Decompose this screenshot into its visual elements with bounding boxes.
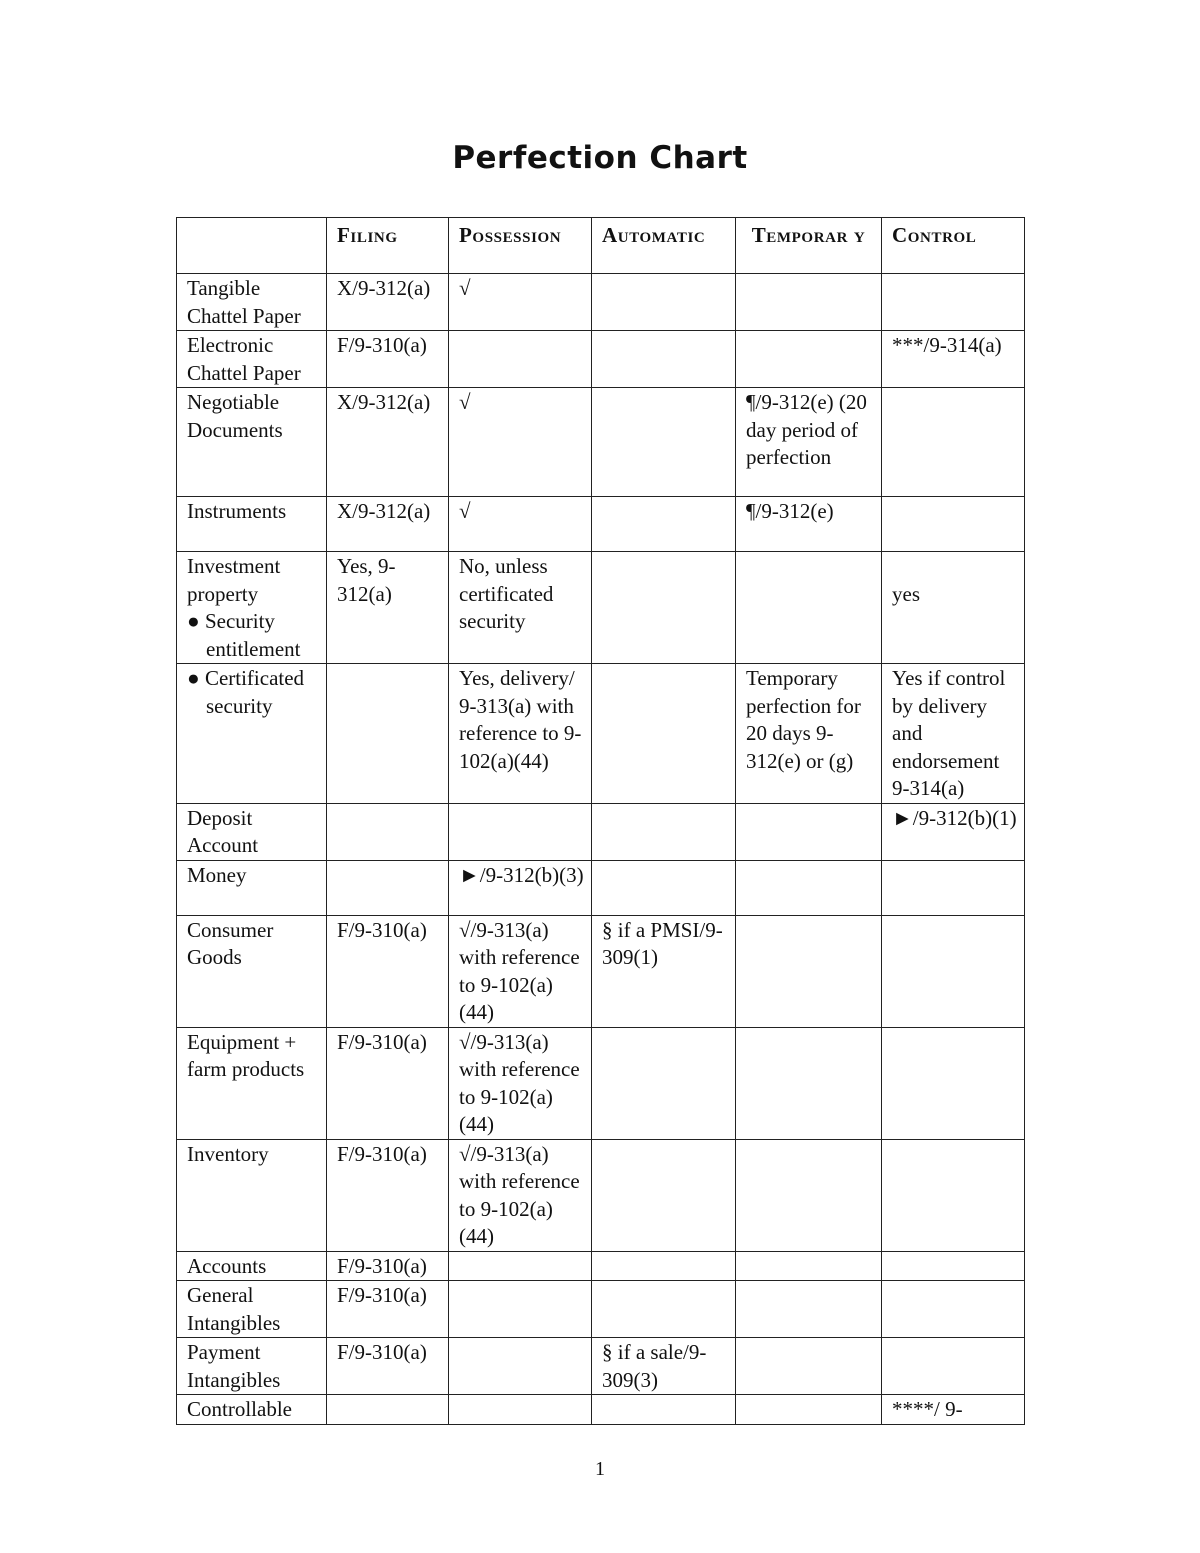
cell-control: Yes if control by delivery and endorsement 9-314(a) <box>882 664 1025 804</box>
page-title: Perfection Chart <box>452 140 748 176</box>
header-possession: Possession <box>449 218 592 274</box>
cell-filing: F/9-310(a) <box>327 1338 449 1395</box>
table-row <box>177 664 1025 804</box>
table-row <box>177 915 1025 1027</box>
cell-temporary: Temporary perfection for 20 days 9-312(e) or (g) <box>736 664 882 804</box>
header-control: Control <box>882 218 1025 274</box>
table-row <box>177 274 1025 331</box>
cell-filing: F/9-310(a) <box>327 1281 449 1338</box>
cell-automatic <box>592 664 736 804</box>
cell-automatic <box>592 1281 736 1338</box>
cell-type: Electronic Chattel Paper <box>177 331 327 388</box>
cell-automatic <box>592 1251 736 1281</box>
cell-control <box>882 1281 1025 1338</box>
cell-automatic <box>592 497 736 552</box>
cell-temporary <box>736 860 882 915</box>
cell-automatic <box>592 1027 736 1139</box>
cell-automatic <box>592 552 736 664</box>
cell-type: Consumer Goods <box>177 915 327 1027</box>
cell-filing: X/9-312(a) <box>327 497 449 552</box>
cell-possession: √/9-313(a) with reference to 9-102(a)(44) <box>449 915 592 1027</box>
perfection-table <box>176 217 1025 1425</box>
bullet-item: ● Certificated security <box>187 666 305 718</box>
table-row <box>177 388 1025 497</box>
table-row <box>177 1251 1025 1281</box>
cell-filing: X/9-312(a) <box>327 388 449 497</box>
cell-possession <box>449 803 592 860</box>
cell-type <box>177 552 327 664</box>
cell-control: ***/9-314(a) <box>882 331 1025 388</box>
bullet-label: Security entitlement <box>204 609 301 661</box>
cell-temporary <box>736 1027 882 1139</box>
cell-temporary <box>736 274 882 331</box>
cell-type: Equipment + farm products <box>177 1027 327 1139</box>
cell-type: Money <box>177 860 327 915</box>
cell-temporary <box>736 1281 882 1338</box>
cell-control <box>882 1251 1025 1281</box>
cell-filing: F/9-310(a) <box>327 915 449 1027</box>
cell-control <box>882 274 1025 331</box>
table-row <box>177 331 1025 388</box>
cell-type: Instruments <box>177 497 327 552</box>
cell-type-label: Investment property <box>187 554 281 606</box>
cell-automatic <box>592 331 736 388</box>
cell-possession: √ <box>449 388 592 497</box>
cell-filing <box>327 803 449 860</box>
cell-filing: F/9-310(a) <box>327 1027 449 1139</box>
cell-possession: Yes, delivery/ 9-313(a) with reference to 9-102(a)(44) <box>449 664 592 804</box>
bullet-label: Certificated security <box>204 666 305 718</box>
cell-type: Negotiable Documents <box>177 388 327 497</box>
cell-control <box>882 497 1025 552</box>
cell-temporary <box>736 915 882 1027</box>
cell-filing: Yes, 9-312(a) <box>327 552 449 664</box>
cell-temporary <box>736 1139 882 1251</box>
cell-automatic <box>592 1139 736 1251</box>
cell-temporary <box>736 552 882 664</box>
header-row <box>177 218 1025 274</box>
cell-automatic <box>592 860 736 915</box>
header-automatic: Automatic <box>592 218 736 274</box>
cell-possession: √/9-313(a) with reference to 9-102(a)(44) <box>449 1027 592 1139</box>
cell-temporary <box>736 803 882 860</box>
table-row <box>177 552 1025 664</box>
cell-control: ****/ 9- <box>882 1395 1025 1425</box>
cell-possession <box>449 1338 592 1395</box>
cell-control <box>882 552 1025 664</box>
cell-automatic <box>592 274 736 331</box>
cell-temporary: ¶/9-312(e) (20 day period of perfection <box>736 388 882 497</box>
cell-temporary: ¶/9-312(e) <box>736 497 882 552</box>
cell-automatic: § if a PMSI/9-309(1) <box>592 915 736 1027</box>
cell-filing <box>327 1395 449 1425</box>
bullet-item: ● Security entitlement <box>187 609 301 661</box>
header-cell-empty <box>177 218 327 274</box>
cell-control <box>882 1338 1025 1395</box>
cell-type: Inventory <box>177 1139 327 1251</box>
cell-temporary <box>736 331 882 388</box>
control-value: yes <box>892 581 920 606</box>
cell-filing: F/9-310(a) <box>327 331 449 388</box>
table-row <box>177 497 1025 552</box>
cell-type: Tangible Chattel Paper <box>177 274 327 331</box>
cell-filing <box>327 860 449 915</box>
table-row <box>177 860 1025 915</box>
cell-possession: ►/9-312(b)(3) <box>449 860 592 915</box>
cell-automatic <box>592 803 736 860</box>
table-row <box>177 1139 1025 1251</box>
cell-automatic: § if a sale/9-309(3) <box>592 1338 736 1395</box>
table-row <box>177 1027 1025 1139</box>
cell-possession <box>449 1251 592 1281</box>
page-number: 1 <box>595 1458 605 1480</box>
cell-control <box>882 1139 1025 1251</box>
cell-control: ►/9-312(b)(1) <box>882 803 1025 860</box>
cell-temporary <box>736 1251 882 1281</box>
cell-possession: No, unless certificated security <box>449 552 592 664</box>
table-row <box>177 803 1025 860</box>
table-row <box>177 1395 1025 1425</box>
cell-control <box>882 1027 1025 1139</box>
cell-control <box>882 388 1025 497</box>
cell-filing <box>327 664 449 804</box>
cell-control <box>882 915 1025 1027</box>
cell-temporary <box>736 1338 882 1395</box>
cell-type <box>177 664 327 804</box>
cell-type: General Intangibles <box>177 1281 327 1338</box>
table-row <box>177 1281 1025 1338</box>
header-filing: Filing <box>327 218 449 274</box>
cell-filing: F/9-310(a) <box>327 1251 449 1281</box>
cell-type: Payment Intangibles <box>177 1338 327 1395</box>
cell-control <box>882 860 1025 915</box>
cell-type: Deposit Account <box>177 803 327 860</box>
cell-automatic <box>592 388 736 497</box>
cell-possession <box>449 1395 592 1425</box>
cell-type: Controllable <box>177 1395 327 1425</box>
cell-filing: F/9-310(a) <box>327 1139 449 1251</box>
cell-automatic <box>592 1395 736 1425</box>
cell-filing: X/9-312(a) <box>327 274 449 331</box>
cell-possession <box>449 331 592 388</box>
cell-type: Accounts <box>177 1251 327 1281</box>
header-temporary: Temporar y <box>736 218 882 274</box>
cell-possession <box>449 1281 592 1338</box>
cell-temporary <box>736 1395 882 1425</box>
cell-possession: √/9-313(a) with reference to 9-102(a)(44) <box>449 1139 592 1251</box>
cell-possession: √ <box>449 497 592 552</box>
table-row <box>177 1338 1025 1395</box>
cell-possession: √ <box>449 274 592 331</box>
